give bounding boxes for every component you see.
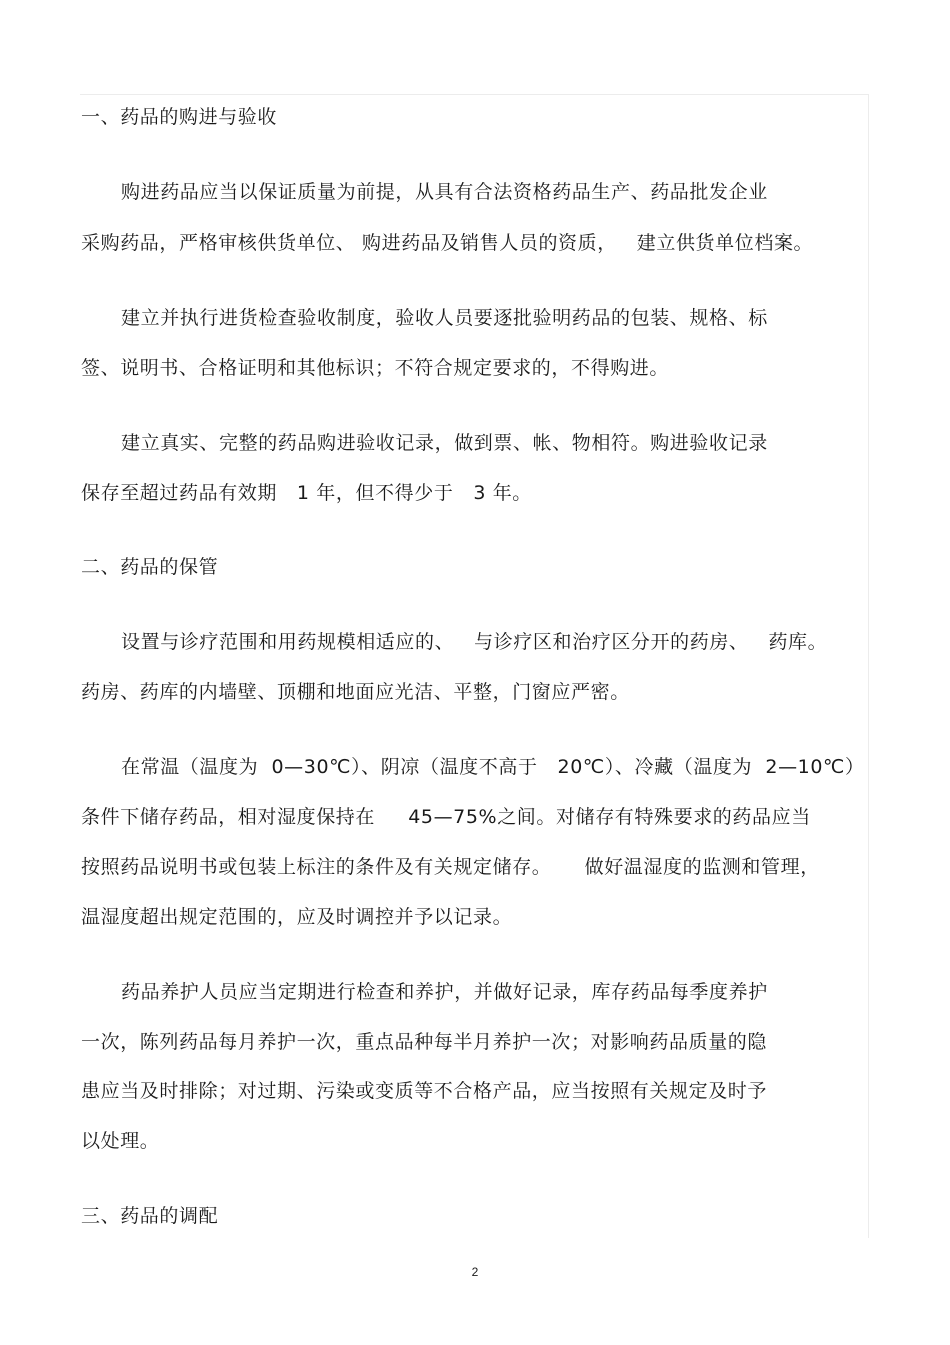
paragraph-line: 药房、药库的内墙壁、顶棚和地面应光洁、平整，门窗应严密。 bbox=[81, 681, 630, 703]
paragraph-line: 保存至超过药品有效期 1 年，但不得少于 3 年。 bbox=[81, 482, 532, 504]
paragraph-line: 建立并执行进货检查验收制度，验收人员要逐批验明药品的包装、规格、标 bbox=[121, 307, 768, 329]
paragraph-line: 一次，陈列药品每月养护一次，重点品种每半月养护一次；对影响药品质量的隐 bbox=[81, 1031, 768, 1053]
section-heading-purchase: 一、药品的购进与验收 bbox=[81, 106, 278, 128]
paragraph-line: 采购药品，严格审核供货单位、 购进药品及销售人员的资质， 建立供货单位档案。 bbox=[81, 232, 814, 254]
section-heading-dispensing: 三、药品的调配 bbox=[81, 1205, 219, 1227]
paragraph-line: 按照药品说明书或包装上标注的条件及有关规定储存。 做好温湿度的监测和管理， bbox=[81, 856, 820, 878]
paragraph-line: 在常温（温度为 0—30℃）、阴凉（温度不高于 20℃）、冷藏（温度为 2—10℃） bbox=[121, 756, 865, 778]
page-frame-top-border bbox=[80, 94, 869, 95]
paragraph-line: 购进药品应当以保证质量为前提，从具有合法资格药品生产、药品批发企业 bbox=[121, 181, 768, 203]
page-frame-right-border bbox=[868, 94, 869, 1238]
paragraph-line: 温湿度超出规定范围的，应及时调控并予以记录。 bbox=[81, 906, 513, 928]
paragraph-line: 以处理。 bbox=[81, 1130, 160, 1152]
section-heading-storage: 二、药品的保管 bbox=[81, 556, 219, 578]
paragraph-line: 设置与诊疗范围和用药规模相适应的、 与诊疗区和治疗区分开的药房、 药库。 bbox=[121, 631, 828, 653]
page-number: 2 bbox=[471, 1265, 479, 1279]
paragraph-line: 条件下储存药品，相对湿度保持在 45—75%之间。对储存有特殊要求的药品应当 bbox=[81, 806, 811, 828]
paragraph-line: 建立真实、完整的药品购进验收记录，做到票、帐、物相符。购进验收记录 bbox=[121, 432, 768, 454]
paragraph-line: 药品养护人员应当定期进行检查和养护，并做好记录，库存药品每季度养护 bbox=[121, 981, 768, 1003]
paragraph-line: 签、说明书、合格证明和其他标识；不符合规定要求的，不得购进。 bbox=[81, 357, 670, 379]
paragraph-line: 患应当及时排除；对过期、污染或变质等不合格产品，应当按照有关规定及时予 bbox=[81, 1080, 768, 1102]
